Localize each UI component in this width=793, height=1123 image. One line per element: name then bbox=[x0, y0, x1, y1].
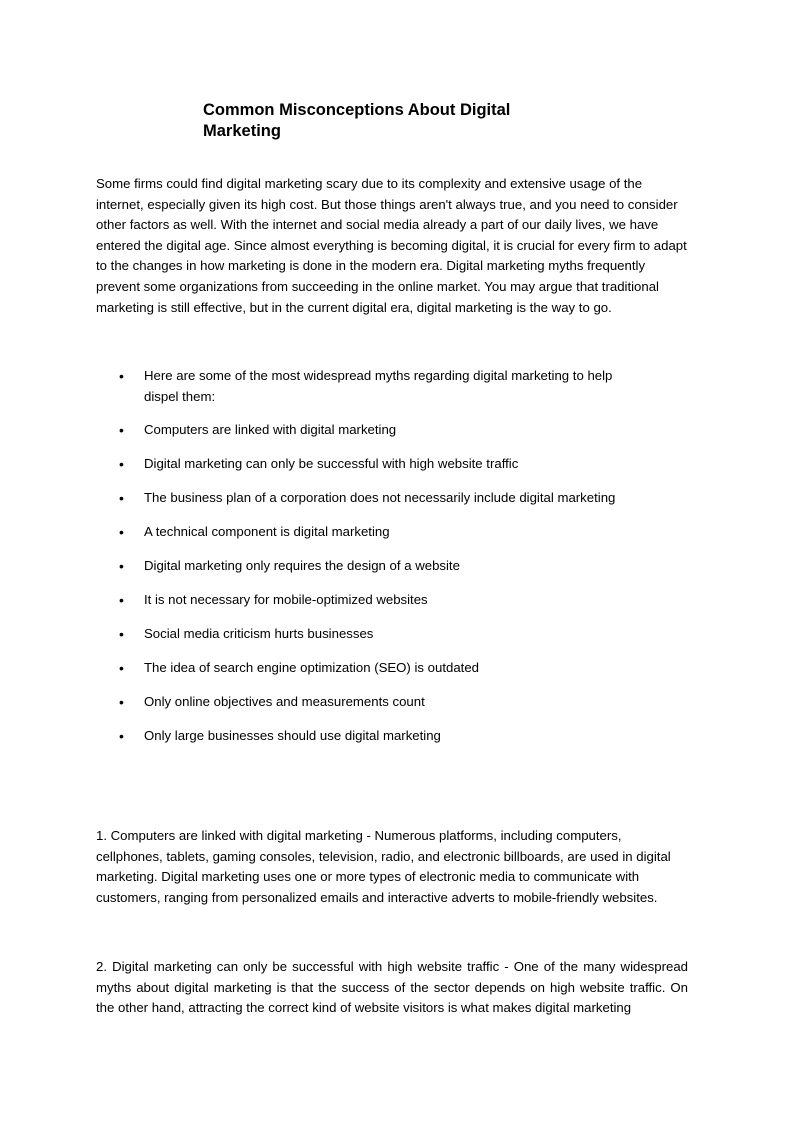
bullet-icon: • bbox=[119, 422, 124, 439]
list-item bbox=[96, 556, 688, 577]
list-item bbox=[96, 692, 688, 713]
list-item-text: The business plan of a corporation does not necessarily include digital marketing bbox=[144, 490, 616, 506]
page-title: Common Misconceptions About Digital Marketing bbox=[203, 101, 511, 140]
paragraph-myth-1: 1. Computers are linked with digital marketing - Numerous platforms, including computers, cellphones, tablets, gaming consoles, television, radio, and electronic billboards, are used in digital marketing. Digital marketing uses one or more types of electronic media to communicate with customers, ranging from personalized emails and interactive adverts to mobile-friendly websites. bbox=[96, 828, 671, 905]
list-item-text: Digital marketing can only be successful with high website traffic bbox=[144, 456, 519, 472]
list-item-text: It is not necessary for mobile-optimized websites bbox=[144, 591, 428, 607]
list-item-text: Only large businesses should use digital marketing bbox=[144, 727, 441, 743]
list-item bbox=[96, 726, 688, 747]
list-item-text: Computers are linked with digital marketing bbox=[144, 422, 397, 438]
list-item-text: Digital marketing only requires the design of a website bbox=[144, 558, 460, 574]
list-item-text: Social media criticism hurts businesses bbox=[144, 625, 374, 641]
intro-paragraph: Some firms could find digital marketing scary due to its complexity and extensive usage of the internet, especially given its high cost. But those things aren't always true, and you need to consider other factors as well. With the internet and social media already a part of our daily lives, we have entered the digital age. Since almost everything is becoming digital, it is crucial for every firm to adapt to the changes in how marketing is done in the modern era. Digital marketing myths frequently prevent some organizations from succeeding in the online market. You may argue that traditional marketing is still effective, but in the current digital era, digital marketing is the way to go. bbox=[96, 176, 687, 315]
list-item bbox=[96, 366, 688, 407]
bullet-icon: • bbox=[119, 659, 124, 676]
list-item bbox=[96, 454, 688, 475]
myths-list bbox=[96, 366, 688, 759]
bullet-icon: • bbox=[119, 524, 124, 541]
list-item bbox=[96, 420, 688, 441]
list-item bbox=[96, 488, 688, 509]
list-item-text: A technical component is digital marketing bbox=[144, 524, 390, 540]
paragraph-myth-2: 2. Digital marketing can only be successful with high website traffic - One of the many widespread myths about digital marketing is that the success of the sector depends on high website traffic. On the other hand, attracting the correct kind of website visitors is what makes digital marketing bbox=[96, 959, 688, 1016]
list-item-text: Only online objectives and measurements count bbox=[144, 693, 425, 709]
list-item-text: The idea of search engine optimization (SEO) is outdated bbox=[144, 659, 480, 675]
bullet-icon: • bbox=[119, 727, 124, 744]
bullet-icon: • bbox=[119, 490, 124, 507]
list-item bbox=[96, 624, 688, 645]
list-item bbox=[96, 590, 688, 611]
list-item-text: Here are some of the most widespread myths regarding digital marketing to help dispel them: bbox=[144, 368, 613, 404]
bullet-icon: • bbox=[119, 558, 124, 575]
bullet-icon: • bbox=[119, 693, 124, 710]
bullet-icon: • bbox=[119, 591, 124, 608]
bullet-icon: • bbox=[119, 368, 124, 384]
list-item bbox=[96, 658, 688, 679]
bullet-icon: • bbox=[119, 625, 124, 642]
list-item bbox=[96, 522, 688, 543]
bullet-icon: • bbox=[119, 456, 124, 473]
